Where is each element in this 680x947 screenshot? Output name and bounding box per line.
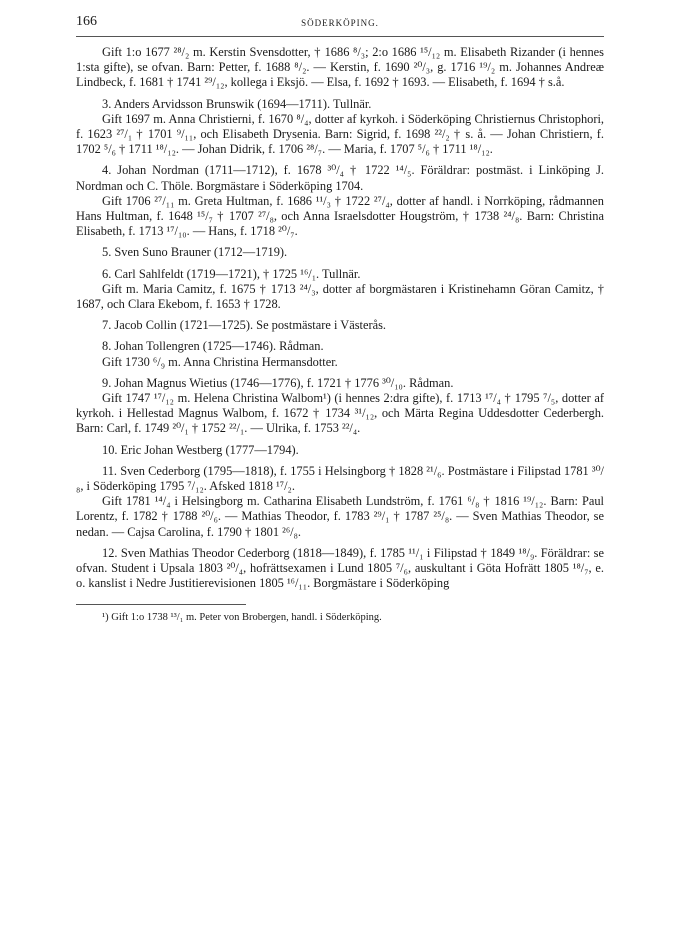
footnote: ¹) Gift 1:o 1738 ¹³/₁ m. Peter von Brobergen, handl. i Söderköping.: [102, 611, 382, 623]
page-number: 166: [76, 14, 97, 29]
entry-4: [76, 163, 604, 239]
entry-body: Gift 1747 ¹⁷/₁₂ m. Helena Christina Walbom¹) (i hennes 2:dra gifte), f. 1713 ¹⁷/₄ † 1795 ⁷/₅, dotter af kyrkoh. i Hellestad Magnus Walbom, f. 1672 † 1734 ³¹/₁₂, och Märta Regina Uddesdotter Cederbergh. Barn: Carl, f. 1749 ²⁰/₁ † 1752 ²²/₁. — Ulrika, f. 1753 ²²/₄.: [76, 391, 604, 436]
running-title: SÖDERKÖPING.: [301, 18, 379, 28]
page: [76, 14, 604, 625]
entry-10: [76, 443, 604, 458]
entry-11: [76, 464, 604, 540]
entry-heading: 8. Johan Tollengren (1725—1746). Rådman.: [102, 339, 324, 354]
entry-body: Gift 1781 ¹⁴/₄ i Helsingborg m. Catharina Elisabeth Lundström, f. 1761 ⁶/₈ † 1816 ¹⁹/₁₂. Barn: Paul Lorentz, f. 1782 † 1788 ²⁰/₆. — Mathias Theodor, f. 1783 ²⁹/₁ † 1787 ²⁵/₈. — Sven Mathias Theodor, se nedan. — Cajsa Carolina, f. 1790 † 1801 ²⁶/₈.: [76, 494, 604, 539]
entry-9: [76, 376, 604, 437]
footnote-divider: [76, 604, 246, 605]
entry-12: [76, 546, 604, 592]
entry-8: [76, 339, 604, 369]
entry-heading: 9. Johan Magnus Wietius (1746—1776), f. 1721 † 1776 ³⁰/₁₀. Rådman.: [102, 375, 454, 390]
page-header: [76, 14, 604, 37]
entry-heading: 5. Sven Suno Brauner (1712—1719).: [102, 245, 288, 260]
entry-5: [76, 245, 604, 260]
entry-7: [76, 318, 604, 333]
entry-heading: 7. Jacob Collin (1721—1725). Se postmästare i Västerås.: [102, 318, 387, 333]
entry-body: Gift m. Maria Camitz, f. 1675 † 1713 ²⁴/₃, dotter af borgmästaren i Kristinehamn Göran Camitz, † 1687, och Clara Ekebom, f. 1653 † 1728.: [76, 281, 604, 312]
entry-2-continuation: Gift 1:o 1677 ²⁸/₂ m. Kerstin Svensdotter, † 1686 ⁸/₃; 2:o 1686 ¹⁵/₁₂ m. Elisabeth Rizander (i hennes 1:sta gifte), se ofvan. Barn: Petter, f. 1688 ⁸/₂. — Kerstin, f. 1690 ²⁰/₃, g. 1716 ¹⁹/₂ m. Johannes Andreæ Lindbeck, f. 1681 † 1741 ²⁹/₁₂, kollega i Eksjö. — Elsa, f. 1692 † 1693. — Elisabeth, f. 1694 † s.å.: [76, 45, 604, 90]
entry-body: Gift 1697 m. Anna Christierni, f. 1670 ⁸/₄, dotter af kyrkoh. i Söderköping Christiernus Christophori, f. 1623 ²⁷/₁ † 1701 ⁹/₁₁, och Elisabeth Drysenia. Barn: Sigrid, f. 1698 ²²/₂ † s. å. — Johan Christiern, f. 1702 ⁵/₆ † 1711 ¹⁸/₁₂. — Johan Didrik, f. 1706 ²⁸/₇. — Maria, f. 1707 ⁵/₆ † 1711 ¹⁸/₁₂.: [76, 111, 604, 157]
entry-heading: 4. Johan Nordman (1711—1712), f. 1678 ³⁰/₄ † 1722 ¹⁴/₅. Föräldrar: postmäst. i Linköping J. Nordman och C. Thöle. Borgmästare i Söderköping 1704.: [76, 163, 604, 193]
entry-heading: 3. Anders Arvidsson Brunswik (1694—1711). Tullnär.: [102, 96, 372, 111]
entry-heading: 10. Eric Johan Westberg (1777—1794).: [102, 442, 299, 457]
entry-3: [76, 97, 604, 158]
entry-heading: 6. Carl Sahlfeldt (1719—1721), † 1725 ¹⁶/₁. Tullnär.: [102, 266, 361, 281]
entry-6: [76, 267, 604, 313]
entry-body: Gift 1730 ⁶/₉ m. Anna Christina Hermansdotter.: [102, 354, 338, 369]
entry-heading: 12. Sven Mathias Theodor Cederborg (1818—1849), f. 1785 ¹¹/₁ i Filipstad † 1849 ¹⁸/₉. Föräldrar: se ofvan. Student i Upsala 1803 ²⁰/₄, hofrättsexamen i Lund 1805 ⁷/₆, auskultant i Göta Hofrätt 1805 ¹⁸/₇, e. o. kanslist i Nedre Justitierevisionen 1805 ¹⁶/₁₁. Borgmästare i Söderköping: [76, 545, 604, 591]
entry-heading: 11. Sven Cederborg (1795—1818), f. 1755 i Helsingborg † 1828 ²¹/₆. Postmästare i Filipstad 1781 ³⁰/₈, i Söderköping 1795 ⁷/₁₂. Afsked 1818 ¹⁷/₂.: [76, 463, 604, 494]
entry-body: Gift 1706 ²⁷/₁₁ m. Greta Hultman, f. 1686 ¹¹/₃ † 1722 ²⁷/₄, dotter af handl. i Norrköping, rådmannen Hans Hultman, f. 1648 ¹⁵/₇ † 1707 ²⁷/₈, och Anna Israelsdotter Hougström, † 1738 ²⁴/₈. Barn: Christina Elisabeth, f. 1713 ¹⁷/₁₀. — Hans, f. 1718 ²⁰/₇.: [76, 193, 604, 239]
